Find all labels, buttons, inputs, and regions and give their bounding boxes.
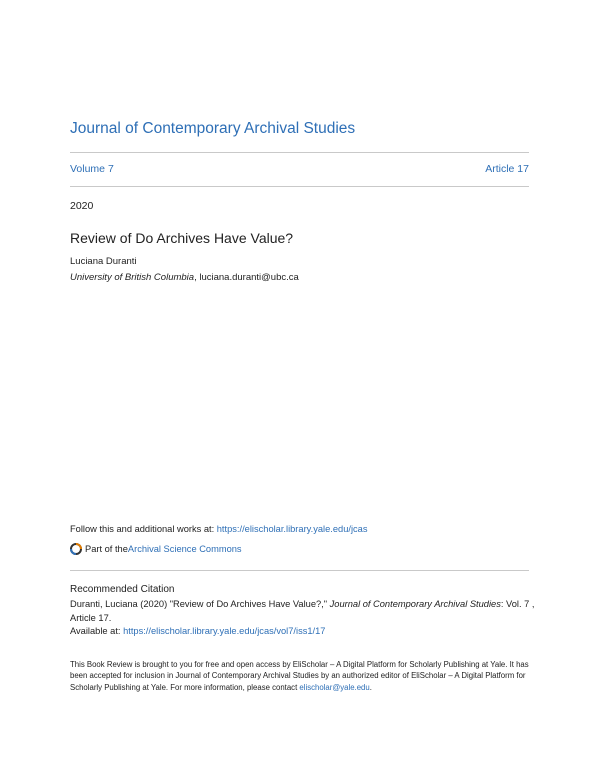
available-prefix: Available at: xyxy=(70,626,124,636)
author-affiliation-line xyxy=(70,272,299,283)
divider-top xyxy=(70,152,529,153)
access-notice xyxy=(70,659,530,693)
part-of-line xyxy=(70,543,242,555)
available-url-link[interactable]: https://elischolar.library.yale.edu/jcas/vol7/iss1/17 xyxy=(123,626,326,636)
article-link[interactable]: Article 17 xyxy=(485,163,529,175)
citation-body xyxy=(70,598,540,639)
commons-link[interactable]: Archival Science Commons xyxy=(127,544,242,554)
notice-text: This Book Review is brought to you for free and open access by EliScholar – A Digital Platform for Scholarly Publishing at Yale. It has been accepted for inclusion in Journal of Contemporary Archival Studies by an authorized editor of EliScholar – A Digital Platform for Scholarly Publishing at Yale. For more information, please contact xyxy=(70,660,529,692)
article-title: Review of Do Archives Have Value? xyxy=(70,230,294,246)
publication-year: 2020 xyxy=(70,200,94,212)
author-name: Luciana Duranti xyxy=(70,256,137,267)
journal-title[interactable]: Journal of Contemporary Archival Studies xyxy=(70,120,356,137)
author-email: luciana.duranti@ubc.ca xyxy=(199,272,299,283)
citation-text-after: : Vol. 7 , Article 17. xyxy=(70,599,535,623)
follow-prefix: Follow this and additional works at: xyxy=(70,524,217,534)
affiliation-separator: , xyxy=(194,272,200,283)
divider-mid xyxy=(70,186,529,187)
commons-network-icon xyxy=(70,543,82,555)
citation-heading: Recommended Citation xyxy=(70,584,175,595)
citation-journal: Journal of Contemporary Archival Studies xyxy=(329,599,501,609)
affiliation: University of British Columbia xyxy=(70,272,195,283)
part-of-prefix: Part of the xyxy=(85,544,128,554)
contact-email-link[interactable]: elischolar@yale.edu xyxy=(299,682,370,692)
follow-url-link[interactable]: https://elischolar.library.yale.edu/jcas xyxy=(216,524,368,534)
citation-text-before: Duranti, Luciana (2020) "Review of Do Archives Have Value?," xyxy=(70,599,330,609)
notice-end: . xyxy=(369,682,372,692)
follow-line xyxy=(70,524,367,534)
divider-bottom xyxy=(70,570,529,571)
volume-link[interactable]: Volume 7 xyxy=(70,163,114,175)
